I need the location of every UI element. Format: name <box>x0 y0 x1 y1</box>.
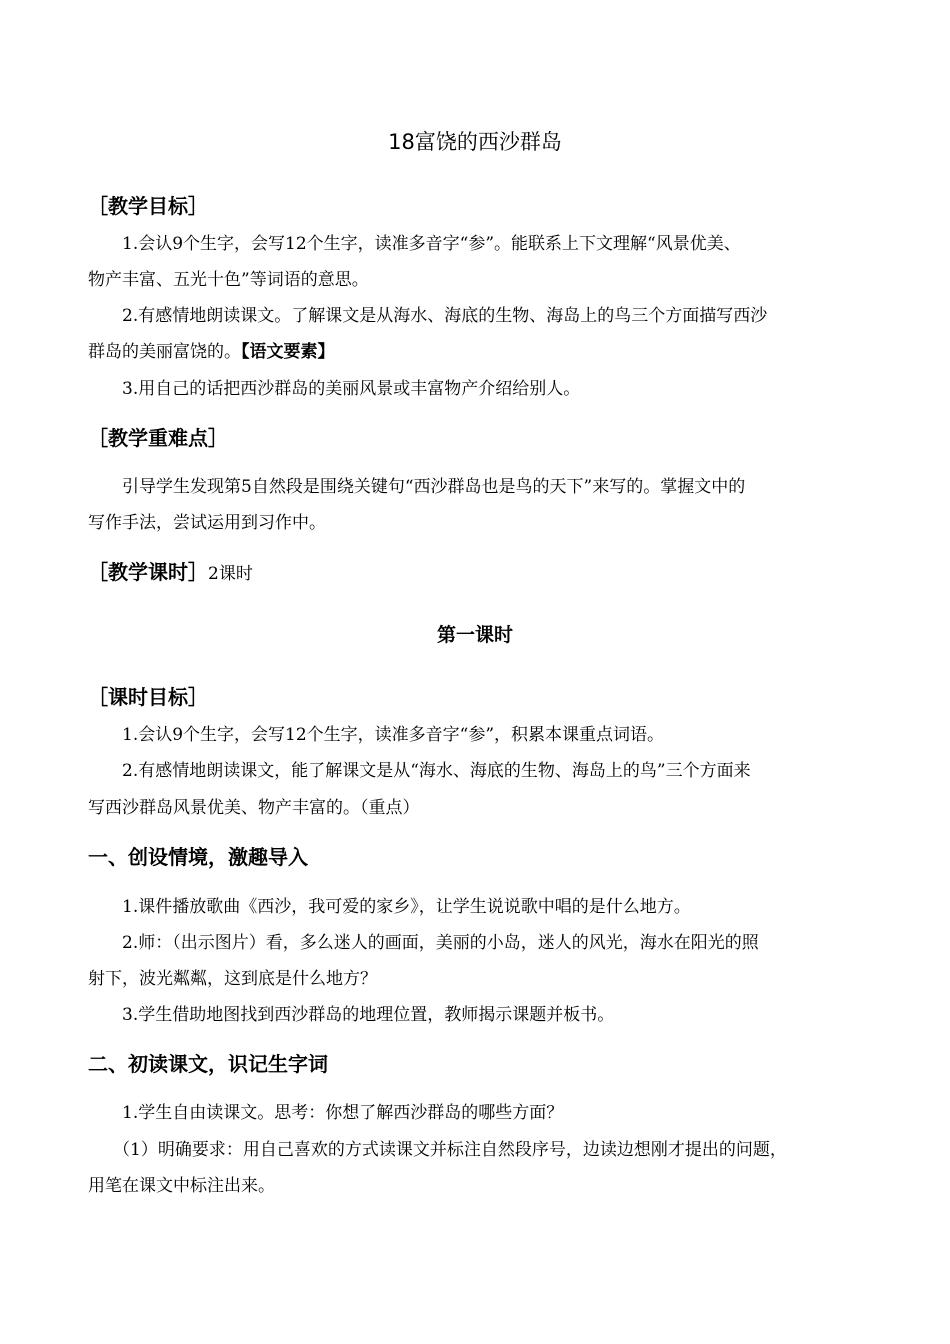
part1-line-2: 2.师：（出示图片）看，多么迷人的画面，美丽的小岛，迷人的风光，海水在阳光的照 <box>122 933 759 953</box>
part1-heading: 一、创设情境，激趣导入 <box>88 845 308 869</box>
hours-row <box>88 558 253 588</box>
lesson1-goal-1: 1.会认9个生字，会写12个生字，读准多音字“参”，积累本课重点词语。 <box>122 725 665 745</box>
document-title: 18富饶的西沙群岛 <box>388 130 562 154</box>
objective-line-5: 3.用自己的话把西沙群岛的美丽风景或丰富物产介绍给别人。 <box>122 379 581 399</box>
objective-line-3: 2.有感情地朗读课文。了解课文是从海水、海底的生物、海岛上的鸟三个方面描写西沙 <box>122 306 768 326</box>
keypoints-heading: ［教学重难点］ <box>88 426 228 450</box>
part1-line-3: 射下，波光粼粼，这到底是什么地方？ <box>88 969 377 989</box>
objective-line-4 <box>88 340 335 364</box>
part2-line-2: （1）明确要求：用自己喜欢的方式读课文并标注自然段序号，边读边想刚才提出的问题， <box>113 1140 787 1160</box>
objective-line-2: 物产丰富、五光十色”等词语的意思。 <box>88 270 369 290</box>
part1-line-1: 1.课件播放歌曲《西沙，我可爱的家乡》，让学生说说歌中唱的是什么地方。 <box>122 897 691 917</box>
part2-line-3: 用笔在课文中标注出来。 <box>88 1176 275 1196</box>
part1-line-4: 3.学生借助地图找到西沙群岛的地理位置，教师揭示课题并板书。 <box>122 1005 615 1025</box>
part2-line-1: 1.学生自由读课文。思考：你想了解西沙群岛的哪些方面？ <box>122 1103 564 1123</box>
keypoints-line-1: 引导学生发现第5自然段是围绕关键句“西沙群岛也是鸟的天下”来写的。掌握文中的 <box>122 477 746 497</box>
keypoints-line-2: 写作手法，尝试运用到习作中。 <box>88 513 326 533</box>
lesson1-goal-3: 写西沙群岛风景优美、物产丰富的。（重点） <box>88 798 420 818</box>
lesson1-goal-2: 2.有感情地朗读课文，能了解课文是从“海水、海底的生物、海岛上的鸟”三个方面来 <box>122 761 751 781</box>
part2-heading: 二、初读课文，识记生字词 <box>88 1052 328 1076</box>
hours-heading: ［教学课时］ <box>88 560 208 584</box>
objective-line-1: 1.会认9个生字，会写12个生字，读准多音字“参”。能联系上下文理解“风景优美、 <box>122 234 741 254</box>
lesson1-goals-heading: ［课时目标］ <box>88 685 208 709</box>
hours-value: 2课时 <box>208 564 253 584</box>
objective-line-4-text: 群岛的美丽富饶的。 <box>88 342 241 362</box>
language-element-tag: 【语文要素】 <box>241 342 335 362</box>
lesson1-title: 第一课时 <box>436 624 513 646</box>
objectives-heading: ［教学目标］ <box>88 194 208 218</box>
